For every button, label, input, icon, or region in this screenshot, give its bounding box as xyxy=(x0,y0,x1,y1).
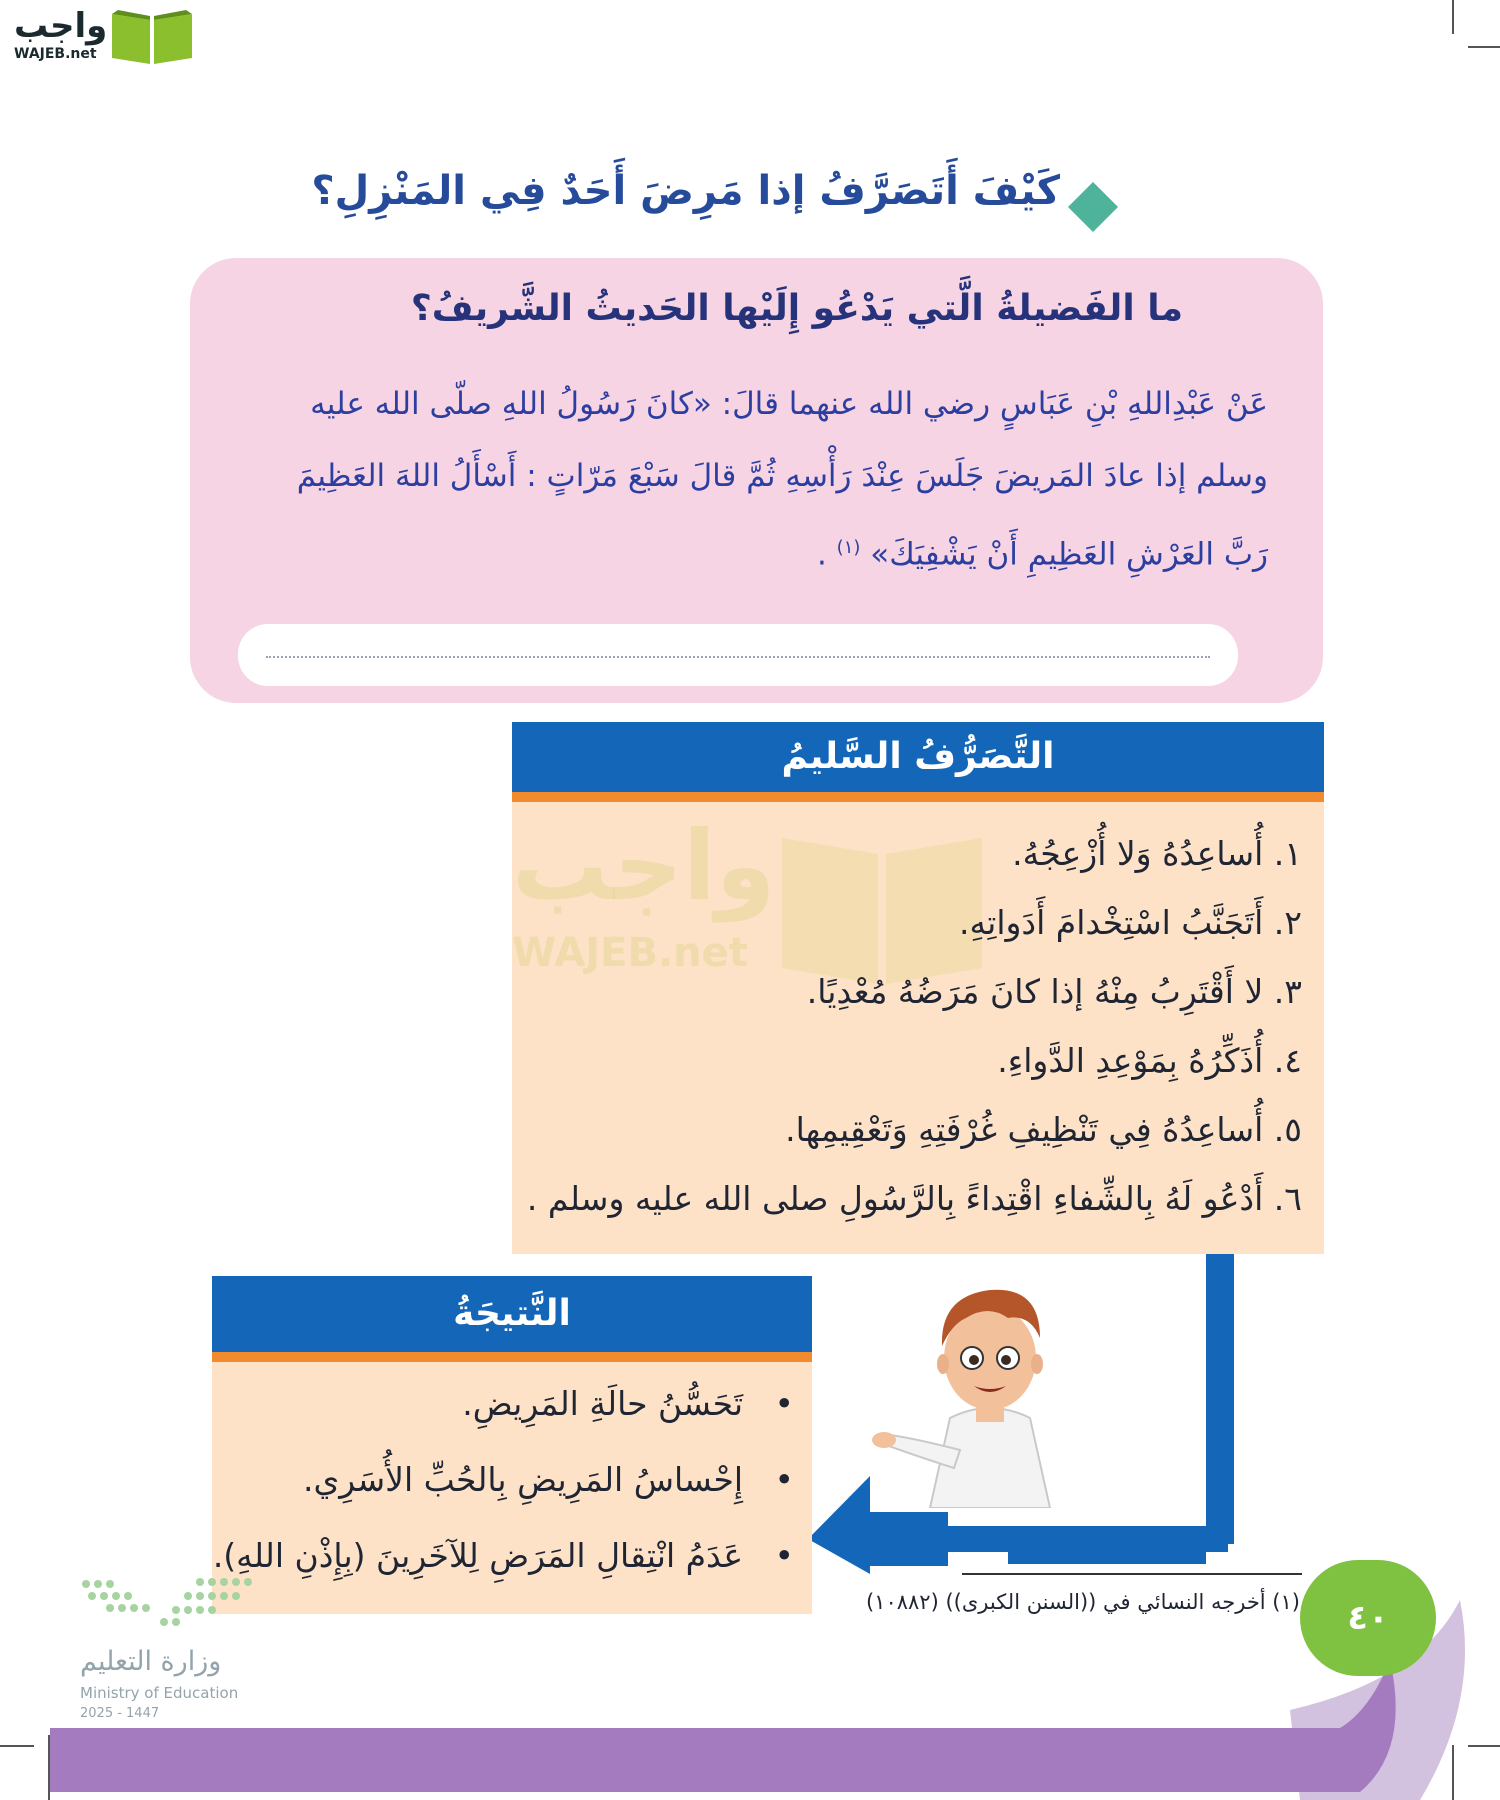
watermark-arabic: واجب xyxy=(512,810,776,922)
bullet: • xyxy=(743,1384,794,1423)
ministry-year: 2025 - 1447 xyxy=(80,1706,160,1721)
list-item: ٢. أَتَجَنَّبُ اسْتِخْدامَ أَدَواتِهِ. xyxy=(958,903,1302,942)
bullet: • xyxy=(743,1536,794,1575)
list-item-text: إِحْساسُ المَرِيضِ بِالحُبِّ الأُسَرِي. xyxy=(302,1460,744,1499)
hadith-box xyxy=(190,258,1323,703)
ministry-arabic: وزارة التعليم xyxy=(80,1646,222,1677)
list-item: ١. أُساعِدُهُ وَلا أُزْعِجُهُ. xyxy=(1012,834,1302,873)
heading-underline xyxy=(512,792,1324,802)
list-item xyxy=(204,1384,794,1460)
wajeb-logo[interactable] xyxy=(8,6,190,66)
correct-behavior-heading: التَّصَرُّفُ السَّليمُ xyxy=(512,722,1324,792)
hadith-end-period: . xyxy=(816,536,827,573)
list-item xyxy=(204,1460,794,1536)
list-item: ٣. لا أَقْتَرِبُ مِنْهُ إذا كانَ مَرَضُهُ مُعْدِيًا. xyxy=(806,972,1302,1011)
list-item-text: عَدَمُ انْتِقالِ المَرَضِ لِلآخَرِينَ (بِإِذْنِ اللهِ). xyxy=(212,1536,744,1575)
logo-arabic: واجب xyxy=(14,6,108,46)
footnote: (١) أخرجه النسائي في ((السنن الكبرى)) (١٠٨٨٢) xyxy=(865,1590,1300,1614)
logo-latin: WAJEB.net xyxy=(14,46,97,62)
result-heading: النَّتيجَةُ xyxy=(212,1276,812,1352)
list-item: ٥. أُساعِدُهُ فِي تَنْظِيفِ غُرْفَتِهِ وَتَعْقِيمِها. xyxy=(785,1110,1302,1149)
hadith-line-text: رَبَّ العَرْشِ العَظِيمِ أَنْ يَشْفِيَكَ» xyxy=(870,536,1268,573)
hadith-line: وسلم إذا عادَ المَريضَ جَلَسَ عِنْدَ رَأْسِهِ ثُمَّ قالَ سَبْعَ مَرّاتٍ : أَسْأَلُ اللهَ العَظِيمَ xyxy=(296,458,1268,494)
correct-behavior-list xyxy=(522,834,1302,1248)
crop-mark xyxy=(1452,0,1454,34)
heading-underline xyxy=(212,1352,812,1362)
crop-mark xyxy=(1468,46,1500,48)
hadith-line: عَنْ عَبْدِاللهِ بْنِ عَبَاسٍ رضي الله عنهما قالَ: «كانَ رَسُولُ اللهِ صلّى الله عليه xyxy=(310,386,1268,422)
answer-input[interactable] xyxy=(238,624,1238,686)
book-icon xyxy=(108,6,196,66)
watermark-latin: WAJEB.net xyxy=(512,930,748,976)
list-item-text: تَحَسُّنُ حالَةِ المَرِيضِ. xyxy=(462,1384,744,1423)
diamond-bullet-icon xyxy=(1066,180,1120,234)
hadith-text xyxy=(228,368,1268,590)
boy-illustration xyxy=(870,1268,1110,1508)
list-item: ٤. أُذَكِّرُهُ بِمَوْعِدِ الدَّواءِ. xyxy=(997,1041,1302,1080)
list-item: ٦. أَدْعُو لَهُ بِالشِّفاءِ اقْتِداءً بِالرَّسُولِ صلى الله عليه وسلم . xyxy=(526,1179,1302,1218)
ministry-english: Ministry of Education xyxy=(80,1684,239,1702)
page-number: ٤٠ xyxy=(1300,1560,1436,1676)
page-title: كَيْفَ أَتَصَرَّفُ إذا مَرِضَ أَحَدٌ فِي المَنْزِلِ؟ xyxy=(311,168,1060,214)
bullet: • xyxy=(743,1460,794,1499)
hadith-question: ما الفَضيلةُ الَّتي يَدْعُو إِلَيْها الحَديثُ الشَّريفُ؟ xyxy=(410,288,1183,329)
answer-dotted-line xyxy=(266,656,1210,658)
hadith-line xyxy=(228,512,1268,590)
footer-band xyxy=(0,1560,1500,1800)
footnote-mark: (١) xyxy=(836,537,861,558)
correct-behavior-panel xyxy=(512,722,1324,1254)
